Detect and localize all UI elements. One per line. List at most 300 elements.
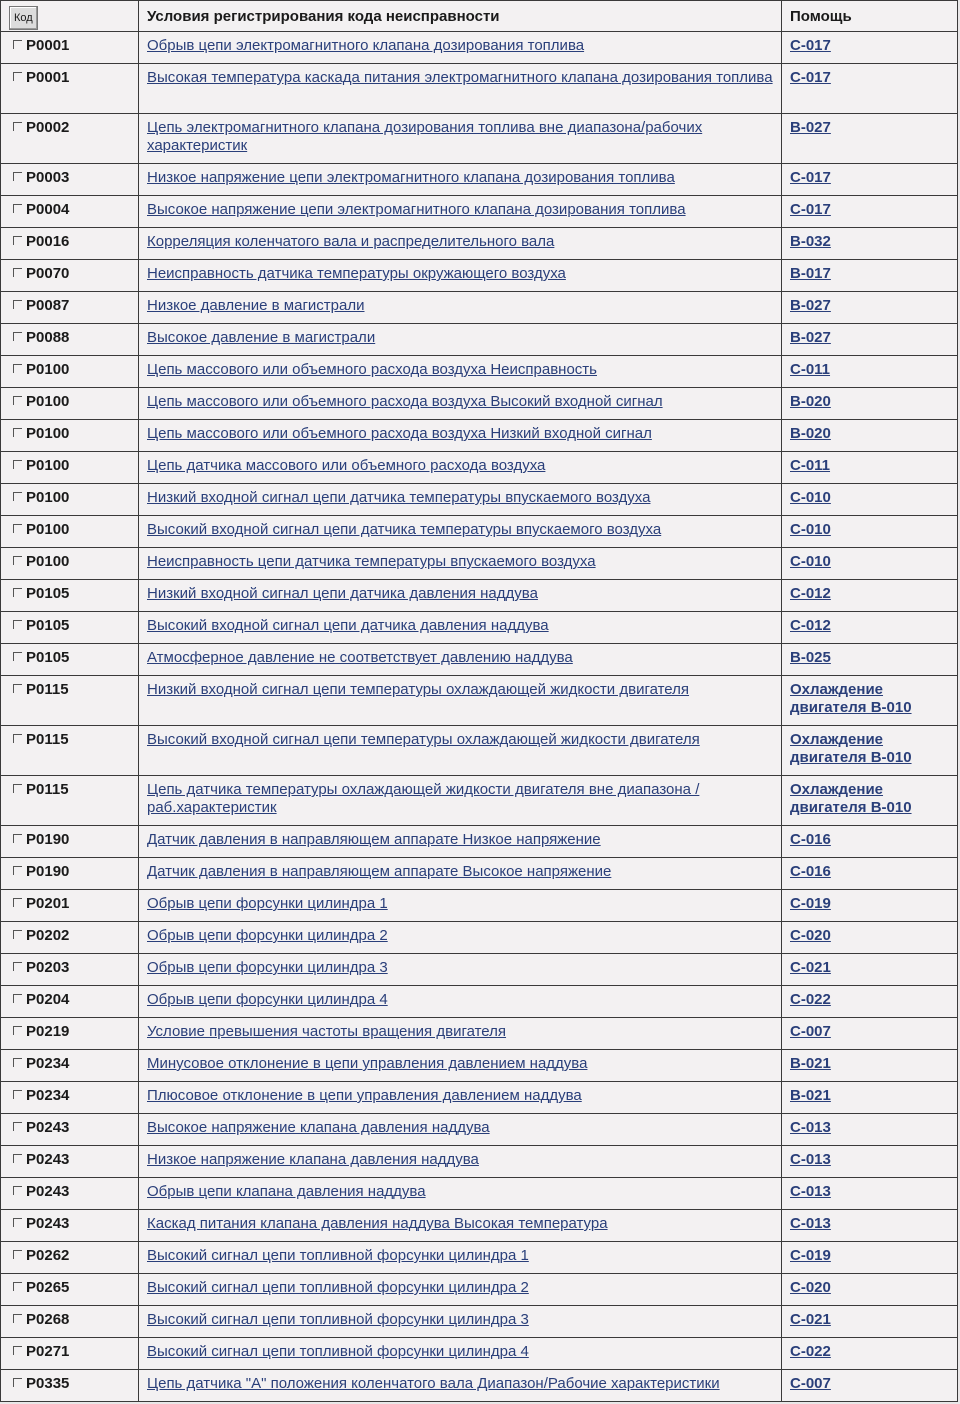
table-row [1, 676, 958, 726]
help-link[interactable]: С-021 [790, 1311, 831, 1328]
table-row [1, 1210, 958, 1242]
code-cell [1, 1242, 139, 1274]
help-link[interactable]: Охлаждение двигателя В-010 [790, 781, 912, 816]
row-checkbox[interactable] [13, 204, 22, 213]
code-cell [1, 858, 139, 890]
description-link[interactable]: Высокая температура каскада питания электромагнитного клапана дозирования топлива [147, 69, 773, 86]
help-link[interactable]: С-012 [790, 585, 831, 602]
table-row [1, 776, 958, 826]
help-cell [782, 1114, 958, 1146]
row-checkbox[interactable] [13, 396, 22, 405]
description-link[interactable]: Низкое напряжение цепи электромагнитного клапана дозирования топлива [147, 169, 675, 186]
code-cell [1, 726, 139, 776]
code-cell [1, 228, 139, 260]
description-cell [139, 196, 782, 228]
code-cell [1, 922, 139, 954]
table-row [1, 726, 958, 776]
table-row [1, 292, 958, 324]
table-row [1, 388, 958, 420]
dtc-code: P0001 [26, 37, 70, 54]
help-link[interactable]: С-017 [790, 201, 831, 218]
description-cell [139, 1274, 782, 1306]
row-checkbox[interactable] [13, 40, 22, 49]
dtc-code: P0100 [26, 521, 70, 538]
description-link[interactable]: Низкое напряжение клапана давления наддува [147, 1151, 479, 1168]
dtc-code: P0105 [26, 585, 70, 602]
description-cell [139, 64, 782, 114]
description-link[interactable]: Высокий входной сигнал цепи датчика давления наддува [147, 617, 549, 634]
help-link[interactable]: С-022 [790, 991, 831, 1008]
dtc-code: P0004 [26, 201, 70, 218]
row-checkbox[interactable] [13, 556, 22, 565]
help-cell [782, 324, 958, 356]
row-checkbox[interactable] [13, 236, 22, 245]
description-cell [139, 516, 782, 548]
description-link[interactable]: Цепь массового или объемного расхода воздуха Низкий входной сигнал [147, 425, 652, 442]
description-link[interactable]: Низкий входной сигнал цепи датчика температуры впускаемого воздуха [147, 489, 651, 506]
help-link[interactable]: С-017 [790, 169, 831, 186]
row-checkbox[interactable] [13, 72, 22, 81]
table-row [1, 1018, 958, 1050]
description-cell [139, 580, 782, 612]
dtc-code: P0243 [26, 1183, 70, 1200]
code-cell [1, 64, 139, 114]
description-cell [139, 922, 782, 954]
row-checkbox[interactable] [13, 734, 22, 743]
description-link[interactable]: Неисправность датчика температуры окружающего воздуха [147, 265, 566, 282]
description-link[interactable]: Корреляция коленчатого вала и распределительного вала [147, 233, 555, 250]
conditions-column-header: Условия регистрирования кода неисправности [139, 1, 782, 32]
description-link[interactable]: Атмосферное давление не соответствует давлению наддува [147, 649, 573, 666]
row-checkbox[interactable] [13, 1186, 22, 1195]
table-row [1, 324, 958, 356]
table-header-row [1, 1, 958, 32]
dtc-code: P0088 [26, 329, 70, 346]
help-cell [782, 954, 958, 986]
row-checkbox[interactable] [13, 898, 22, 907]
code-cell [1, 260, 139, 292]
help-link[interactable]: В-021 [790, 1055, 831, 1072]
dtc-code: P0016 [26, 233, 70, 250]
row-checkbox[interactable] [13, 620, 22, 629]
help-link[interactable]: Охлаждение двигателя В-010 [790, 681, 912, 716]
dtc-code: P0105 [26, 649, 70, 666]
help-cell [782, 858, 958, 890]
help-link[interactable]: В-027 [790, 297, 831, 314]
help-cell [782, 292, 958, 324]
help-link[interactable]: С-013 [790, 1119, 831, 1136]
code-cell [1, 324, 139, 356]
code-cell [1, 292, 139, 324]
dtc-code: P0271 [26, 1343, 70, 1360]
table-row [1, 890, 958, 922]
row-checkbox[interactable] [13, 1218, 22, 1227]
description-link[interactable]: Обрыв цепи электромагнитного клапана дозирования топлива [147, 37, 585, 54]
dtc-code: P0100 [26, 489, 70, 506]
dtc-code: P0100 [26, 393, 70, 410]
help-cell [782, 420, 958, 452]
dtc-code: P0204 [26, 991, 70, 1008]
code-cell [1, 114, 139, 164]
description-cell [139, 826, 782, 858]
help-cell [782, 228, 958, 260]
description-link[interactable]: Обрыв цепи форсунки цилиндра 2 [147, 927, 388, 944]
dtc-code: P0265 [26, 1279, 70, 1296]
table-row [1, 196, 958, 228]
help-link[interactable]: С-019 [790, 1247, 831, 1264]
code-cell [1, 644, 139, 676]
code-column-header [1, 1, 139, 32]
dtc-code: P0234 [26, 1087, 70, 1104]
code-cell [1, 1018, 139, 1050]
description-link[interactable]: Высокое напряжение цепи электромагнитного клапана дозирования топлива [147, 201, 686, 218]
code-sort-button[interactable]: Код [9, 6, 38, 30]
table-row [1, 228, 958, 260]
dtc-code: P0190 [26, 831, 70, 848]
description-cell [139, 292, 782, 324]
description-cell [139, 548, 782, 580]
description-link[interactable]: Обрыв цепи форсунки цилиндра 4 [147, 991, 388, 1008]
row-checkbox[interactable] [13, 1122, 22, 1131]
description-cell [139, 484, 782, 516]
row-checkbox[interactable] [13, 1090, 22, 1099]
help-cell [782, 164, 958, 196]
dtc-code: P0105 [26, 617, 70, 634]
code-cell [1, 1338, 139, 1370]
code-cell [1, 32, 139, 64]
description-link[interactable]: Минусовое отклонение в цепи управления давлением наддува [147, 1055, 588, 1072]
description-cell [139, 1306, 782, 1338]
code-cell [1, 484, 139, 516]
description-cell [139, 1050, 782, 1082]
help-link[interactable]: С-011 [790, 361, 831, 378]
row-checkbox[interactable] [13, 460, 22, 469]
row-checkbox[interactable] [13, 684, 22, 693]
dtc-code: P0115 [26, 681, 69, 698]
description-cell [139, 644, 782, 676]
description-link[interactable]: Условие превышения частоты вращения двигателя [147, 1023, 507, 1040]
code-cell [1, 1274, 139, 1306]
table-row [1, 580, 958, 612]
help-link[interactable]: В-025 [790, 649, 831, 666]
description-cell [139, 858, 782, 890]
row-checkbox[interactable] [13, 930, 22, 939]
code-cell [1, 196, 139, 228]
help-link[interactable]: В-020 [790, 425, 831, 442]
help-link[interactable]: С-019 [790, 895, 831, 912]
description-cell [139, 676, 782, 726]
description-link[interactable]: Высокий сигнал цепи топливной форсунки цилиндра 4 [147, 1343, 529, 1360]
help-cell [782, 484, 958, 516]
table-row [1, 516, 958, 548]
table-row [1, 164, 958, 196]
description-link[interactable]: Плюсовое отклонение в цепи управления давлением наддува [147, 1087, 582, 1104]
description-cell [139, 1338, 782, 1370]
help-cell [782, 260, 958, 292]
help-link[interactable]: В-017 [790, 265, 831, 282]
help-cell [782, 516, 958, 548]
code-cell [1, 580, 139, 612]
code-cell [1, 986, 139, 1018]
row-checkbox[interactable] [13, 172, 22, 181]
row-checkbox[interactable] [13, 268, 22, 277]
help-link[interactable]: С-020 [790, 1279, 831, 1296]
table-row [1, 1114, 958, 1146]
dtc-code: P0268 [26, 1311, 70, 1328]
description-link[interactable]: Цепь датчика "А" положения коленчатого вала Диапазон/Рабочие характеристики [147, 1375, 720, 1392]
dtc-code: P0070 [26, 265, 70, 282]
help-cell [782, 580, 958, 612]
description-link[interactable]: Неисправность цепи датчика температуры впускаемого воздуха [147, 553, 596, 570]
description-link[interactable]: Цепь массового или объемного расхода воздуха Неисправность [147, 361, 597, 378]
table-row [1, 356, 958, 388]
description-link[interactable]: Обрыв цепи форсунки цилиндра 3 [147, 959, 388, 976]
dtc-code: P0100 [26, 425, 70, 442]
dtc-code: P0243 [26, 1151, 70, 1168]
description-link[interactable]: Высокий сигнал цепи топливной форсунки цилиндра 2 [147, 1279, 529, 1296]
row-checkbox[interactable] [13, 1346, 22, 1355]
help-link[interactable]: В-020 [790, 393, 831, 410]
help-link[interactable]: С-017 [790, 37, 831, 54]
help-cell [782, 776, 958, 826]
table-row [1, 64, 958, 114]
dtc-code: P0335 [26, 1375, 70, 1392]
description-link[interactable]: Датчик давления в направляющем аппарате Низкое напряжение [147, 831, 601, 848]
help-cell [782, 826, 958, 858]
help-cell [782, 890, 958, 922]
help-link[interactable]: В-027 [790, 329, 831, 346]
description-cell [139, 1018, 782, 1050]
help-cell [782, 1274, 958, 1306]
help-cell [782, 1306, 958, 1338]
description-cell [139, 114, 782, 164]
code-cell [1, 1306, 139, 1338]
dtc-code: P0201 [26, 895, 70, 912]
help-link[interactable]: В-032 [790, 233, 831, 250]
table-row [1, 612, 958, 644]
help-cell [782, 356, 958, 388]
help-cell [782, 726, 958, 776]
code-cell [1, 164, 139, 196]
description-cell [139, 612, 782, 644]
description-link[interactable]: Цепь датчика температуры охлаждающей жидкости двигателя вне диапазона /раб.характеристик [147, 781, 700, 816]
description-link[interactable]: Каскад питания клапана давления наддува Высокая температура [147, 1215, 608, 1232]
row-checkbox[interactable] [13, 588, 22, 597]
row-checkbox[interactable] [13, 492, 22, 501]
row-checkbox[interactable] [13, 652, 22, 661]
description-cell [139, 1082, 782, 1114]
table-row [1, 32, 958, 64]
help-cell [782, 1242, 958, 1274]
code-cell [1, 826, 139, 858]
help-link[interactable]: С-016 [790, 863, 831, 880]
description-link[interactable]: Высокий входной сигнал цепи температуры охлаждающей жидкости двигателя [147, 731, 700, 748]
help-link[interactable]: С-021 [790, 959, 831, 976]
table-row [1, 548, 958, 580]
description-link[interactable]: Цепь массового или объемного расхода воздуха Высокий входной сигнал [147, 393, 663, 410]
dtc-code: P0202 [26, 927, 70, 944]
code-cell [1, 1178, 139, 1210]
table-row [1, 1146, 958, 1178]
help-link[interactable]: С-013 [790, 1215, 831, 1232]
help-cell [782, 548, 958, 580]
description-cell [139, 420, 782, 452]
description-link[interactable]: Цепь датчика массового или объемного расхода воздуха [147, 457, 546, 474]
dtc-code: P0003 [26, 169, 70, 186]
description-link[interactable]: Низкий входной сигнал цепи температуры охлаждающей жидкости двигателя [147, 681, 690, 698]
help-cell [782, 452, 958, 484]
row-checkbox[interactable] [13, 962, 22, 971]
help-cell [782, 1018, 958, 1050]
help-link[interactable]: С-016 [790, 831, 831, 848]
description-cell [139, 388, 782, 420]
help-link[interactable]: В-027 [790, 119, 831, 136]
description-cell [139, 890, 782, 922]
help-link[interactable]: В-021 [790, 1087, 831, 1104]
dtc-code: P0243 [26, 1119, 70, 1136]
help-link[interactable]: С-013 [790, 1151, 831, 1168]
table-row [1, 1274, 958, 1306]
help-cell [782, 32, 958, 64]
description-cell [139, 1370, 782, 1402]
table-row [1, 420, 958, 452]
description-cell [139, 324, 782, 356]
help-cell [782, 644, 958, 676]
help-cell [782, 1370, 958, 1402]
description-link[interactable]: Обрыв цепи клапана давления наддува [147, 1183, 426, 1200]
help-cell [782, 1210, 958, 1242]
row-checkbox[interactable] [13, 1314, 22, 1323]
code-cell [1, 1050, 139, 1082]
code-cell [1, 1114, 139, 1146]
table-row [1, 1050, 958, 1082]
description-link[interactable]: Датчик давления в направляющем аппарате Высокое напряжение [147, 863, 612, 880]
help-cell [782, 922, 958, 954]
description-cell [139, 164, 782, 196]
dtc-code: P0234 [26, 1055, 70, 1072]
help-link[interactable]: С-022 [790, 1343, 831, 1360]
table-row [1, 1178, 958, 1210]
help-cell [782, 388, 958, 420]
description-link[interactable]: Высокий сигнал цепи топливной форсунки цилиндра 1 [147, 1247, 529, 1264]
description-cell [139, 228, 782, 260]
help-cell [782, 676, 958, 726]
help-link[interactable]: С-010 [790, 489, 831, 506]
description-link[interactable]: Низкое давление в магистрали [147, 297, 365, 314]
table-row [1, 1338, 958, 1370]
help-cell [782, 1082, 958, 1114]
help-column-header: Помощь [782, 1, 958, 32]
row-checkbox[interactable] [13, 300, 22, 309]
table-row [1, 858, 958, 890]
row-checkbox[interactable] [13, 1378, 22, 1387]
help-link[interactable]: С-010 [790, 521, 831, 538]
description-link[interactable]: Низкий входной сигнал цепи датчика давления наддува [147, 585, 538, 602]
dtc-code: P0087 [26, 297, 70, 314]
help-link[interactable]: С-007 [790, 1375, 831, 1392]
description-cell [139, 260, 782, 292]
dtc-code: P0100 [26, 457, 70, 474]
code-cell [1, 356, 139, 388]
row-checkbox[interactable] [13, 994, 22, 1003]
table-row [1, 260, 958, 292]
dtc-code: P0243 [26, 1215, 70, 1232]
table-row [1, 954, 958, 986]
table-row [1, 1242, 958, 1274]
help-cell [782, 612, 958, 644]
dtc-code: P0262 [26, 1247, 70, 1264]
table-row [1, 644, 958, 676]
row-checkbox[interactable] [13, 1250, 22, 1259]
table-row [1, 1370, 958, 1402]
help-cell [782, 986, 958, 1018]
dtc-code: P0219 [26, 1023, 70, 1040]
dtc-code: P0115 [26, 781, 69, 798]
dtc-code: P0001 [26, 69, 70, 86]
row-checkbox[interactable] [13, 1154, 22, 1163]
description-cell [139, 1242, 782, 1274]
row-checkbox[interactable] [13, 1282, 22, 1291]
description-link[interactable]: Цепь электромагнитного клапана дозирования топлива вне диапазона/рабочих характеристик [147, 119, 703, 154]
description-cell [139, 726, 782, 776]
help-link[interactable]: Охлаждение двигателя В-010 [790, 731, 912, 766]
help-link[interactable]: С-020 [790, 927, 831, 944]
row-checkbox[interactable] [13, 364, 22, 373]
description-cell [139, 986, 782, 1018]
dtc-code: P0100 [26, 553, 70, 570]
help-link[interactable]: С-013 [790, 1183, 831, 1200]
description-link[interactable]: Обрыв цепи форсунки цилиндра 1 [147, 895, 388, 912]
dtc-code: P0203 [26, 959, 70, 976]
description-link[interactable]: Высокое давление в магистрали [147, 329, 376, 346]
table-row [1, 1082, 958, 1114]
table-row [1, 986, 958, 1018]
help-link[interactable]: С-011 [790, 457, 831, 474]
description-link[interactable]: Высокий входной сигнал цепи датчика температуры впускаемого воздуха [147, 521, 662, 538]
code-cell [1, 676, 139, 726]
table-row [1, 826, 958, 858]
dtc-code: P0100 [26, 361, 70, 378]
description-link[interactable]: Высокое напряжение клапана давления наддува [147, 1119, 490, 1136]
row-checkbox[interactable] [13, 1026, 22, 1035]
table-row [1, 452, 958, 484]
row-checkbox[interactable] [13, 122, 22, 131]
description-cell [139, 452, 782, 484]
help-cell [782, 1178, 958, 1210]
row-checkbox[interactable] [13, 524, 22, 533]
code-cell [1, 452, 139, 484]
row-checkbox[interactable] [13, 834, 22, 843]
description-link[interactable]: Высокий сигнал цепи топливной форсунки цилиндра 3 [147, 1311, 529, 1328]
code-cell [1, 548, 139, 580]
row-checkbox[interactable] [13, 784, 22, 793]
help-link[interactable]: С-012 [790, 617, 831, 634]
row-checkbox[interactable] [13, 332, 22, 341]
help-link[interactable]: С-007 [790, 1023, 831, 1040]
dtc-code: P0115 [26, 731, 69, 748]
row-checkbox[interactable] [13, 428, 22, 437]
help-link[interactable]: С-017 [790, 69, 831, 86]
code-cell [1, 890, 139, 922]
row-checkbox[interactable] [13, 1058, 22, 1067]
description-cell [139, 1114, 782, 1146]
help-link[interactable]: С-010 [790, 553, 831, 570]
description-cell [139, 32, 782, 64]
row-checkbox[interactable] [13, 866, 22, 875]
dtc-code: P0002 [26, 119, 70, 136]
table-row [1, 484, 958, 516]
description-cell [139, 776, 782, 826]
